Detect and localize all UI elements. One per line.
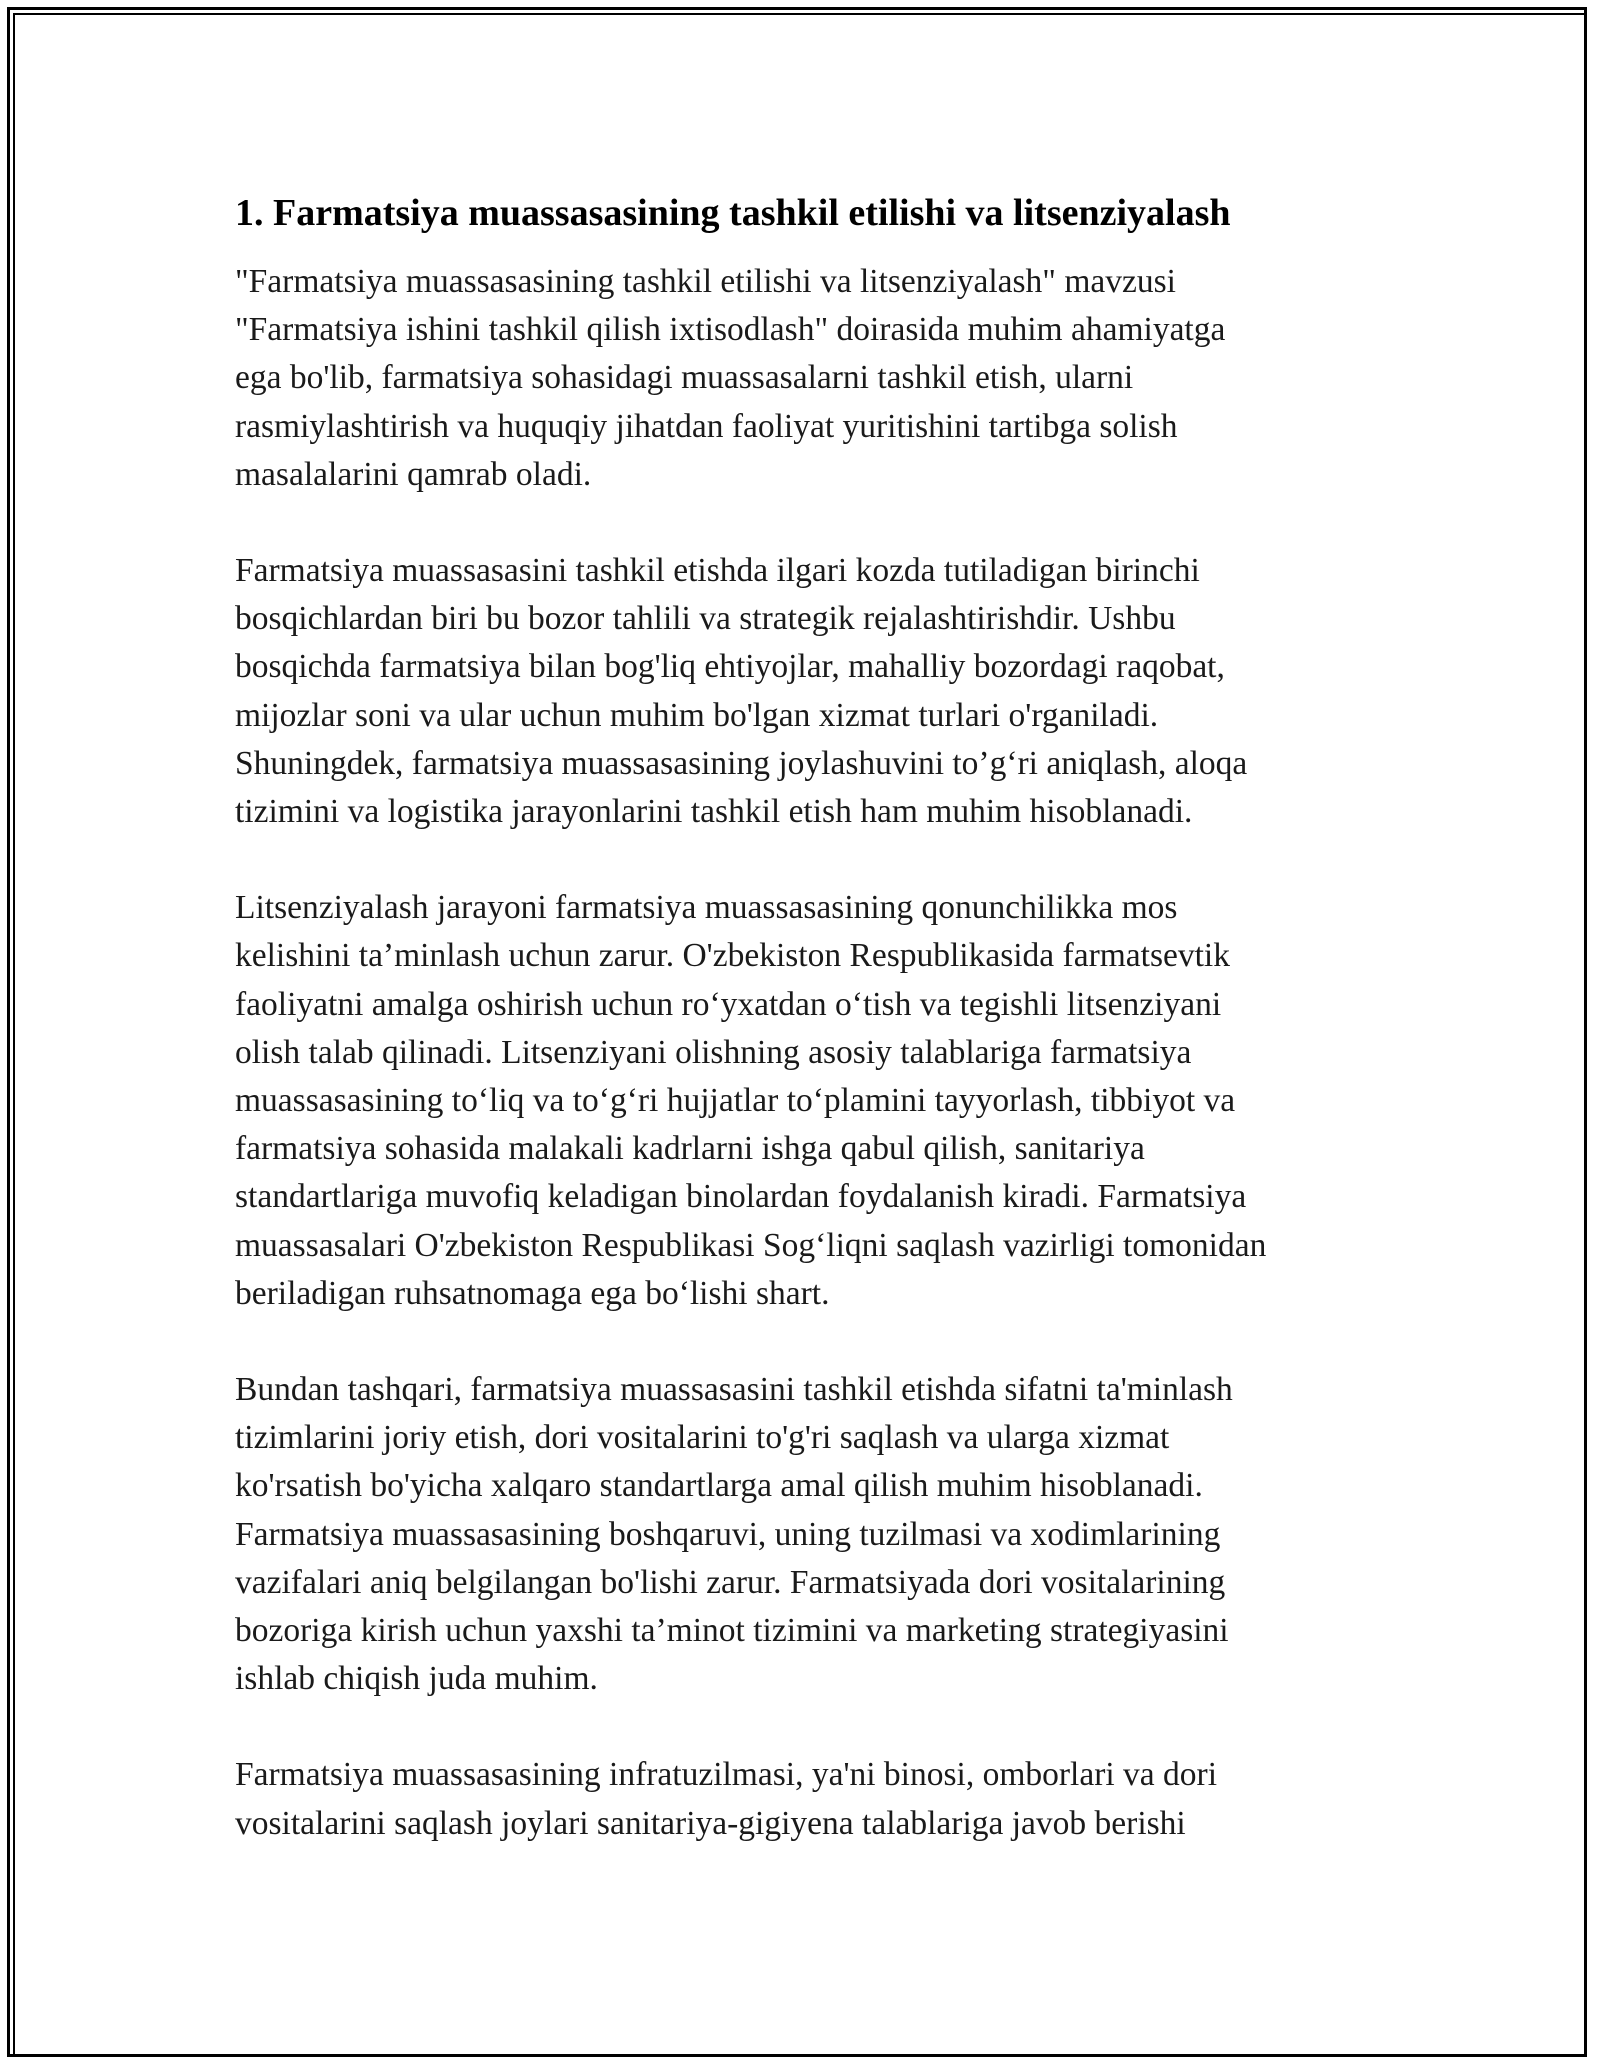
document-body (235, 185, 1385, 1896)
section-heading: 1. Farmatsiya muassasasining tashkil etilishi va litsenziyalash (235, 192, 1231, 234)
paragraph-intro: "Farmatsiya muassasasining tashkil etilishi va litsenziyalash" mavzusi "Farmatsiya ishini tashkil qilish ixtisodlash" doirasida muhim ahamiyatga ega bo'lib, farmatsiya sohasidagi muassasalarni tashkil etish, ularni rasmiylashtirish va huquqiy jihatdan faoliyat yuritishini tartibga solish masalalarini qamrab oladi. (235, 263, 1226, 493)
paragraph-infrastructure: Farmatsiya muassasasining infratuzilmasi, ya'ni binosi, omborlari va dori vositalarini saqlash joylari sanitariya-gigiyena talablariga javob berishi (235, 1756, 1218, 1842)
paragraph-quality-standards: Bundan tashqari, farmatsiya muassasasini tashkil etishda sifatni ta'minlash tizimlarini joriy etish, dori vositalarini to'g'ri saqlash va ularga xizmat ko'rsatish bo'yicha xalqaro standartlarga amal qilish muhim hisoblanadi. Farmatsiya muassasasining boshqaruvi, uning tuzilmasi va xodimlarining vazifalari aniq belgilangan bo'lishi zarur. Farmatsiyada dori vositalarining bozoriga kirish uchun yaxshi ta’minot tizimini va marketing strategiyasini ishlab chiqish juda muhim. (235, 1371, 1233, 1698)
paragraph-licensing: Litsenziyalash jarayoni farmatsiya muassasasining qonunchilikka mos kelishini ta’minlash uchun zarur. O'zbekiston Respublikasida farmatsevtik faoliyatni amalga oshirish uchun ro‘yxatdan o‘tish va tegishli litsenziyani olish talab qilinadi. Litsenziyani olishning asosiy talablariga farmatsiya muassasasining to‘liq va to‘g‘ri hujjatlar to‘plamini tayyorlash, tibbiyot va farmatsiya sohasida malakali kadrlarni ishga qabul qilish, sanitariya standartlariga muvofiq keladigan binolardan foydalanish kiradi. Farmatsiya muassasalari O'zbekiston Respublikasi Sog‘liqni saqlash vazirligi tomonidan beriladigan ruhsatnomaga ega bo‘lishi shart. (235, 889, 1267, 1312)
paragraph-market-analysis: Farmatsiya muassasasini tashkil etishda ilgari kozda tutiladigan birinchi bosqichlardan biri bu bozor tahlili va strategik rejalashtirishdir. Ushbu bosqichda farmatsiya bilan bog'liq ehtiyojlar, mahalliy bozordagi raqobat, mijozlar soni va ular uchun muhim bo'lgan xizmat turlari o'rganiladi. Shuningdek, farmatsiya muassasasining joylashuvini to’g‘ri aniqlash, aloqa tizimini va logistika jarayonlarini tashkil etish ham muhim hisoblanadi. (235, 552, 1248, 831)
